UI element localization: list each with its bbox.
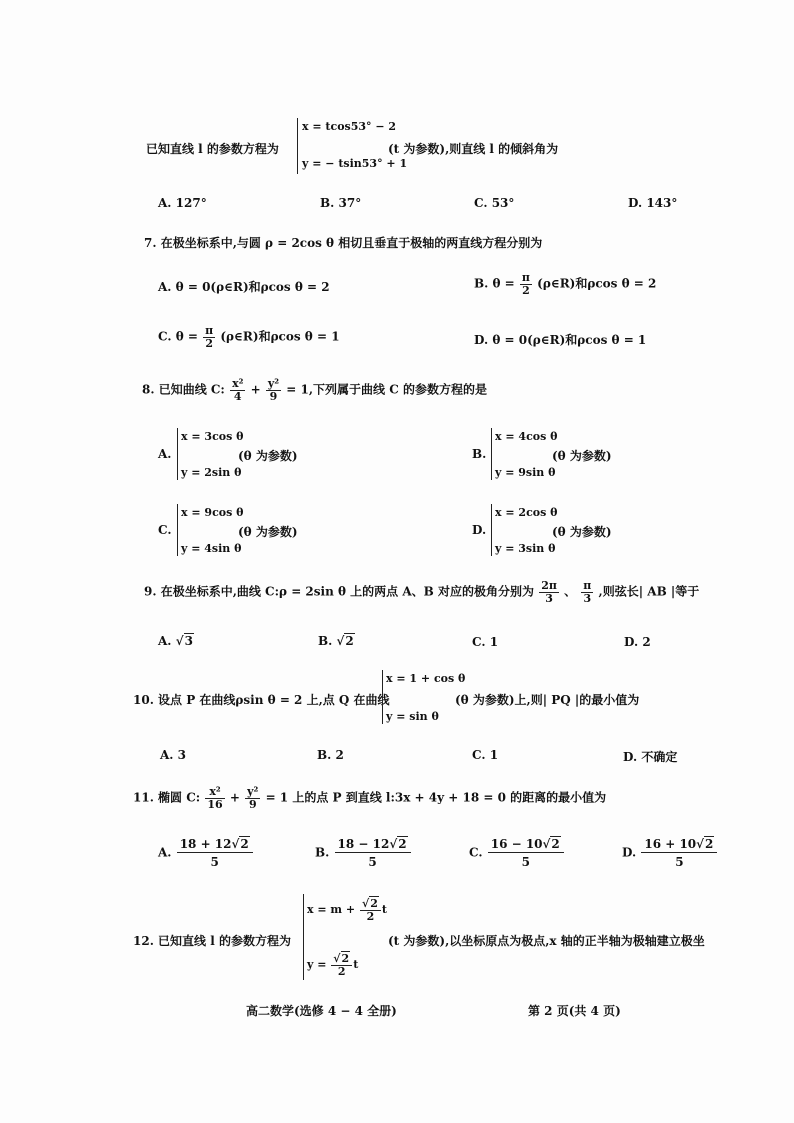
q9-stem-suffix: ,则弦长| AB |等于 <box>598 584 700 599</box>
q9-stem-prefix: 9. 在极坐标系中,曲线 C:ρ = 2sin θ 上的两点 A、B 对应的极角分别为 <box>144 584 534 599</box>
q8-d-x: x = 2cos θ <box>495 506 558 519</box>
q11-stem <box>133 786 606 810</box>
q7-b-fraction <box>520 272 532 296</box>
q10-brace <box>382 670 383 724</box>
q11-option-b <box>315 838 412 868</box>
q11-c-label: C. <box>469 845 483 860</box>
q11-b-numerator-text: 18 − 12 <box>337 837 390 851</box>
q7-c-fraction <box>203 325 215 349</box>
q11-d-label: D. <box>622 845 637 860</box>
q9-b-radicand: 2 <box>345 634 354 648</box>
q9-b-sqrt: √2 <box>336 634 354 648</box>
q12-y-denominator: 2 <box>337 964 346 978</box>
q10-option-b: B. 2 <box>317 748 344 762</box>
q9-stem <box>144 580 699 604</box>
q12-brace <box>303 894 304 980</box>
q10-option-a: A. 3 <box>160 748 187 762</box>
q11-stem-suffix: = 1 上的点 P 到直线 l:3x + 4y + 18 = 0 的距离的最小值为 <box>265 790 607 805</box>
q8-fraction-y <box>266 378 281 402</box>
q12-x-denominator: 2 <box>366 909 375 923</box>
q7-b-suffix: (ρ∈R)和ρcos θ = 2 <box>537 276 657 291</box>
q11-option-d <box>622 838 718 868</box>
q11-c-denominator: 5 <box>521 854 530 869</box>
q10-stem-prefix: 10. 设点 P 在曲线ρsin θ = 2 上,点 Q 在曲线 <box>133 693 390 707</box>
q9-option-c: C. 1 <box>472 635 499 649</box>
q11-plus: + <box>229 790 240 805</box>
q11-a-numerator-text: 18 + 12 <box>179 837 232 851</box>
q7-option-d: D. θ = 0(ρ∈R)和ρcos θ = 1 <box>474 333 647 347</box>
q11-a-denominator: 5 <box>210 854 219 869</box>
q8-fy-numerator: y² <box>267 377 280 390</box>
q9-a-sqrt: √3 <box>175 634 193 648</box>
q7-c-suffix: (ρ∈R)和ρcos θ = 1 <box>220 329 340 344</box>
q11-a-label: A. <box>158 845 172 860</box>
q6-equation-y: y = − tsin53° + 1 <box>302 157 408 170</box>
q8-a-brace <box>177 428 178 480</box>
q11-b-numerator <box>335 838 411 853</box>
q12-stem-prefix: 12. 已知直线 l 的参数方程为 <box>133 934 291 948</box>
q9-a-radicand: 3 <box>184 634 193 648</box>
q11-c-radicand: 2 <box>551 837 560 851</box>
footer-page-number: 第 2 页(共 4 页) <box>528 1004 621 1018</box>
q9-f1-numerator: 2π <box>541 579 557 592</box>
q11-stem-prefix: 11. 椭圆 C: <box>133 790 201 805</box>
q7-stem: 7. 在极坐标系中,与圆 ρ = 2cos θ 相切且垂直于极轴的两直线方程分别为 <box>144 236 543 250</box>
q8-stem <box>142 378 487 402</box>
q8-d-y: y = 3sin θ <box>495 542 556 555</box>
q12-equation-y <box>307 953 358 977</box>
q11-fy-numerator: y² <box>247 785 259 798</box>
q12-x-numerator <box>360 898 381 911</box>
q8-fraction-x <box>230 378 245 402</box>
q8-b-brace <box>491 428 492 480</box>
q6-option-a: A. 127° <box>158 196 207 210</box>
q8-fy-denominator: 9 <box>269 389 278 403</box>
q11-d-numerator <box>641 838 717 853</box>
q11-fx-denominator: 16 <box>207 797 223 811</box>
q8-fx-denominator: 4 <box>233 389 242 403</box>
q9-fraction-1 <box>539 580 559 604</box>
q6-brace <box>297 118 298 174</box>
q9-option-a <box>158 634 194 648</box>
q11-d-fraction <box>641 838 717 868</box>
q8-fx-numerator: x² <box>232 377 244 390</box>
q9-b-label: B. <box>318 634 333 648</box>
q7-c-denominator: 2 <box>205 336 213 350</box>
q11-c-numerator <box>488 838 564 853</box>
q11-b-radicand: 2 <box>398 837 407 851</box>
q7-option-b <box>474 272 656 296</box>
q8-b-x: x = 4cos θ <box>495 430 558 443</box>
q11-fy-denominator: 9 <box>248 797 257 811</box>
q11-b-label: B. <box>315 845 330 860</box>
q8-a-x: x = 3cos θ <box>181 430 244 443</box>
q8-d-brace <box>491 504 492 556</box>
q12-x-fraction <box>360 898 381 922</box>
q11-option-c <box>469 838 565 868</box>
q8-b-param: (θ 为参数) <box>552 449 612 463</box>
q6-option-d: D. 143° <box>628 196 678 210</box>
q6-stem-prefix: 已知直线 l 的参数方程为 <box>146 142 279 156</box>
q7-b-numerator: π <box>521 271 530 284</box>
q11-fx-numerator: x² <box>205 786 224 799</box>
q8-a-y: y = 2sin θ <box>181 466 242 479</box>
q8-c-y: y = 4sin θ <box>181 542 242 555</box>
q7-option-c <box>158 325 340 349</box>
q12-y-prefix: y = <box>307 958 327 972</box>
q11-option-a <box>158 838 254 868</box>
q9-fraction-2 <box>581 580 593 604</box>
q11-a-radicand: 2 <box>240 837 249 851</box>
q11-b-denominator: 5 <box>368 854 377 869</box>
q10-equation-y: y = sin θ <box>386 710 439 723</box>
q11-d-sqrt: √2 <box>696 837 714 851</box>
q10-option-c: C. 1 <box>472 748 499 762</box>
q8-plus: + <box>250 382 261 397</box>
q11-fraction-x <box>205 786 224 810</box>
q12-stem-suffix: (t 为参数),以坐标原点为极点,x 轴的正半轴为极轴建立极坐 <box>388 934 705 948</box>
q12-y-sqrt: √2 <box>333 952 350 965</box>
q12-equation-x <box>307 898 387 922</box>
q6-option-b: B. 37° <box>320 196 362 210</box>
q12-x-suffix: t <box>381 903 387 917</box>
q10-stem-suffix: (θ 为参数)上,则| PQ |的最小值为 <box>455 693 640 707</box>
q6-equation-x: x = tcos53° − 2 <box>302 120 397 133</box>
q9-a-label: A. <box>158 634 172 648</box>
q7-option-a: A. θ = 0(ρ∈R)和ρcos θ = 2 <box>158 280 330 294</box>
q8-c-param: (θ 为参数) <box>238 525 298 539</box>
q11-a-fraction <box>177 838 253 868</box>
q11-c-fraction <box>488 838 564 868</box>
q8-c-x: x = 9cos θ <box>181 506 244 519</box>
q8-stem-prefix: 8. 已知曲线 C: <box>142 382 225 397</box>
q11-b-fraction <box>335 838 411 868</box>
q9-option-b <box>318 634 355 648</box>
q11-d-denominator: 5 <box>675 854 684 869</box>
q8-d-param: (θ 为参数) <box>552 525 612 539</box>
q9-option-d: D. 2 <box>624 635 651 649</box>
q7-c-numerator: π <box>205 324 214 337</box>
q11-fraction-y <box>245 786 260 810</box>
q11-d-numerator-text: 16 + 10 <box>644 837 697 851</box>
q7-b-denominator: 2 <box>522 283 530 297</box>
q12-x-prefix: x = m + <box>307 903 356 917</box>
q12-y-radicand: 2 <box>341 952 350 965</box>
q12-y-suffix: t <box>353 958 359 972</box>
q8-a-param: (θ 为参数) <box>238 449 298 463</box>
q9-f1-denominator: 3 <box>545 591 553 605</box>
q6-stem-suffix: (t 为参数),则直线 l 的倾斜角为 <box>388 142 559 156</box>
q11-c-numerator-text: 16 − 10 <box>490 837 543 851</box>
q11-d-radicand: 2 <box>705 837 714 851</box>
q12-y-fraction <box>331 953 352 977</box>
q6-option-c: C. 53° <box>474 196 515 210</box>
q11-a-numerator <box>177 838 253 853</box>
q10-equation-x: x = 1 + cos θ <box>386 672 466 685</box>
q11-b-sqrt: √2 <box>389 837 407 851</box>
q8-b-label: B. <box>472 447 487 461</box>
q8-b-y: y = 9sin θ <box>495 466 556 479</box>
q12-y-numerator <box>331 953 352 966</box>
q7-c-prefix: C. θ = <box>158 329 198 344</box>
q8-c-brace <box>177 504 178 556</box>
q10-option-d: D. 不确定 <box>623 750 678 764</box>
q8-c-label: C. <box>158 523 172 537</box>
q9-f2-numerator: π <box>583 579 592 592</box>
q9-f2-denominator: 3 <box>583 591 592 605</box>
q8-a-label: A. <box>158 447 172 461</box>
q11-a-sqrt: √2 <box>231 837 249 851</box>
footer-course-title: 高二数学(选修 4 − 4 全册) <box>246 1004 397 1018</box>
q8-stem-suffix: = 1,下列属于曲线 C 的参数方程的是 <box>286 382 487 397</box>
q8-d-label: D. <box>472 523 487 537</box>
q12-x-sqrt: √2 <box>361 897 378 910</box>
q7-b-prefix: B. θ = <box>474 276 515 291</box>
q11-c-sqrt: √2 <box>542 837 560 851</box>
q12-x-radicand: 2 <box>370 897 378 910</box>
q9-separator: 、 <box>564 584 577 599</box>
